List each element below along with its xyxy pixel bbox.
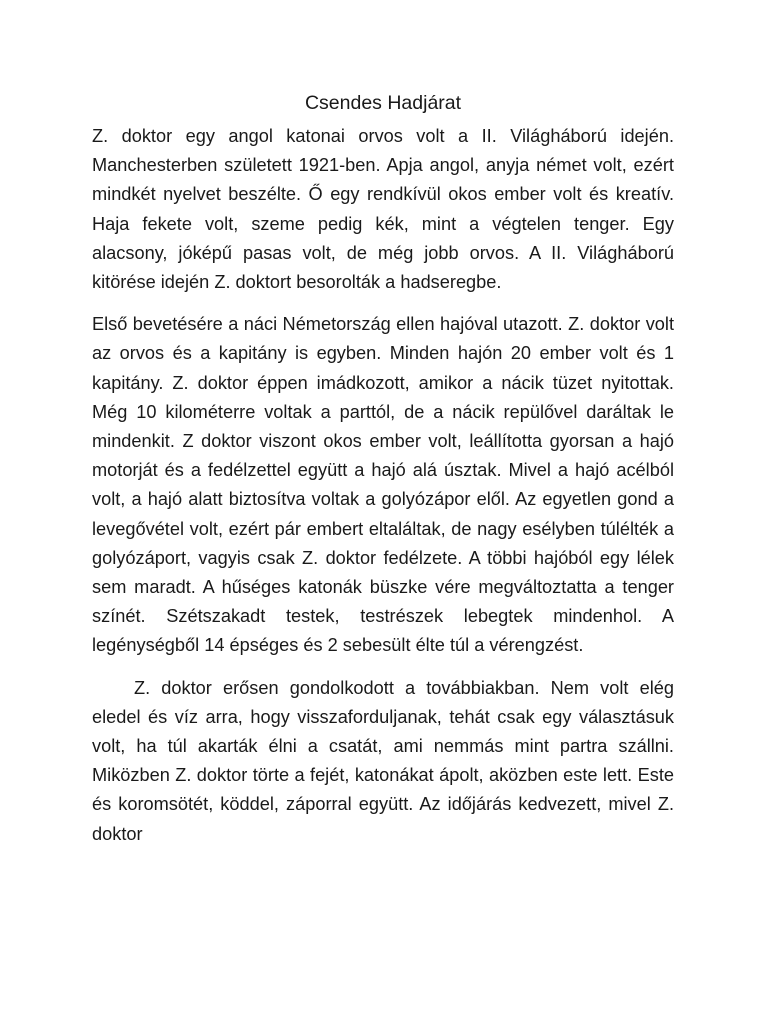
paragraph-1: Z. doktor egy angol katonai orvos volt a II. Világháború idején. Manchesterben született 1921-ben. Apja angol, anyja német volt, ezért mindkét nyelvet beszélte. Ő egy rendkívül okos ember volt és kreatív. Haja fekete volt, szeme pedig kék, mint a végtelen tenger. Egy alacsony, jóképű pasas volt, de még jobb orvos. A II. Világháború kitörése idején Z. doktort besorolták a hadseregbe.: [92, 126, 674, 293]
paragraph-2: Első bevetésére a náci Németország ellen hajóval utazott. Z. doktor volt az orvos és a kapitány is egyben. Minden hajón 20 ember volt és 1 kapitány. Z. doktor éppen imádkozott, amikor a nácik tüzet nyitottak. Még 10 kilométerre voltak a parttól, de a nácik repülővel daráltak le mindenkit. Z doktor viszont okos ember volt, leállította gyorsan a hajó motorját és a fedélzettel együtt a hajó alá úsztak. Mivel a hajó acélból volt, a hajó alatt biztosítva voltak a golyózápor elől. Az egyetlen gond a levegővétel volt, ezért pár embert eltaláltak, de nagy esélyben túlélték a golyózáport, vagyis csak Z. doktor fedélzete. A többi hajóból egy lélek sem maradt. A hűséges katonák büszke vére megváltoztatta a tenger színét. Szétszakadt testek, testrészek lebegtek mindenhol. A legénységből 14 épséges és 2 sebesült élte túl a vérengzést.: [92, 314, 674, 656]
paragraph-3: Z. doktor erősen gondolkodott a továbbiakban. Nem volt elég eledel és víz arra, hogy visszaforduljanak, tehát csak egy választásuk volt, ha túl akarták élni a csatát, ami nemmás mint partra szállni. Miközben Z. doktor törte a fejét, katonákat ápolt, aközben este lett. Este és koromsötét, köddel, záporral együtt. Az időjárás kedvezett, mivel Z. doktor: [92, 677, 674, 844]
document-page: [92, 88, 674, 862]
document-title: Csendes Hadjárat: [304, 92, 462, 114]
